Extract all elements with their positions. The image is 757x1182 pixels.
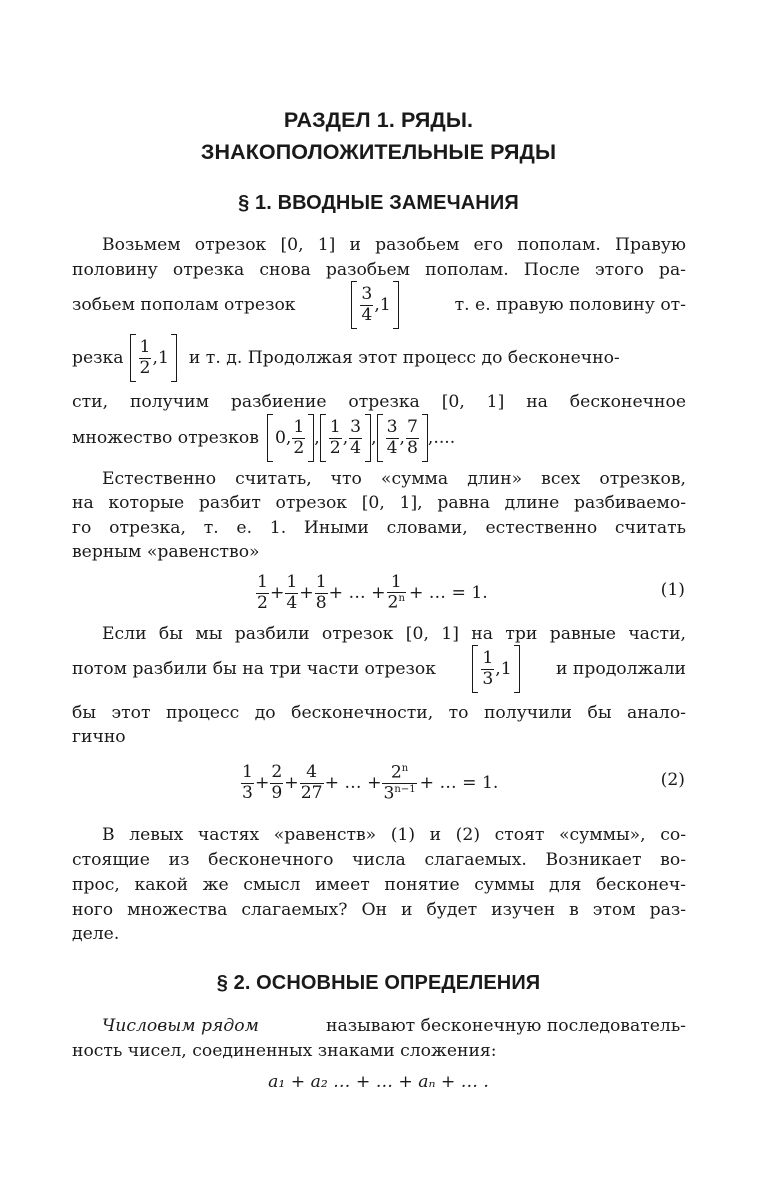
section-1-title: § 1. ВВОДНЫЕ ЗАМЕЧАНИЯ [238, 192, 519, 214]
term-italic: Числовым рядом [102, 1016, 259, 1036]
math-interval: 3 4 , 7 8 [377, 414, 428, 462]
paragraph-line: стоящие из бесконечного числа слагаемых. Возникает во- [72, 850, 686, 870]
equation-number: (2) [660, 770, 685, 790]
paragraph-line: половину отрезка снова разобьем пополам. После этого ра- [72, 260, 686, 280]
paragraph-line: гично [72, 727, 126, 747]
text: т. е. правую половину от- [454, 295, 686, 315]
text: потом разбили бы на три части отрезок [72, 659, 437, 679]
paragraph-line: верным «равенство» [72, 542, 260, 562]
paragraph-line: бы этот процесс до бесконечности, то получили бы анало- [72, 703, 686, 723]
paragraph-line: ность чисел, соединенных знаками сложения: [72, 1041, 497, 1061]
equation-1: 1 2 + 1 4 + 1 8 + … + 1 2$^n$ + … = 1. (1) [257, 571, 685, 613]
text: и продолжали [555, 659, 686, 679]
equation-2: 1 3 + 2 9 + 4 27 + … + $2^n$ $3^{n-1}$ + … = 1. (2) [242, 762, 685, 804]
series-formula: a₁ + a₂ … + … + aₙ + … . [268, 1072, 489, 1092]
math-interval: 1 2 ,1 [130, 334, 177, 382]
math-interval: 0, 1 2 [267, 414, 314, 462]
paragraph-line: Естественно считать, что «сумма длин» всех отрезков, [102, 469, 686, 489]
paragraph-line: на которые разбит отрезок [0, 1], равна длине разбиваемо- [72, 493, 686, 513]
paragraph-line: прос, какой же смысл имеет понятие суммы для бесконеч- [72, 875, 686, 895]
math-interval: 1 3 ,1 [472, 645, 519, 693]
math-interval: 1 2 , 3 4 [320, 414, 371, 462]
paragraph-line: множество отрезков 0, 1 2 , 1 2 , 3 4 , 3 4 , 7 8 ,.... [72, 413, 686, 463]
equation-tail: + … = 1. [419, 773, 499, 793]
equation-tail: + … = 1. [408, 583, 488, 603]
main-heading-line-1: РАЗДЕЛ 1. РЯДЫ. [283, 108, 474, 132]
math-interval: 3 4 ,1 [351, 281, 398, 329]
paragraph-line [72, 644, 686, 694]
section-2-title: § 2. ОСНОВНЫЕ ОПРЕДЕЛЕНИЯ [216, 972, 541, 994]
paragraph-line: В левых частях «равенств» (1) и (2) стоят «суммы», со- [102, 825, 686, 845]
text: зобьем пополам отрезок [72, 295, 296, 315]
paragraph-line [72, 280, 686, 330]
paragraph-line [72, 1014, 686, 1038]
paragraph-line: го отрезка, т. е. 1. Иными словами, естественно считать [72, 518, 686, 538]
paragraph-line: деле. [72, 924, 120, 944]
text: и т. д. Продолжая этот процесс до бесконечно- [188, 348, 620, 368]
paragraph-line: Если бы мы разбили отрезок [0, 1] на три равные части, [102, 624, 686, 644]
text: резка [72, 348, 124, 368]
paragraph-line: Возьмем отрезок [0, 1] и разобьем его пополам. Правую [102, 235, 686, 255]
paragraph-line: ного множества слагаемых? Он и будет изучен в этом раз- [72, 900, 686, 920]
equation-number: (1) [660, 580, 685, 600]
paragraph-line [72, 333, 686, 383]
text: множество отрезков [72, 428, 259, 448]
paragraph-line: сти, получим разбиение отрезка [0, 1] на бесконечное [72, 392, 686, 412]
text: ,.... [427, 428, 456, 448]
main-heading-line-2: ЗНАКОПОЛОЖИТЕЛЬНЫЕ РЯДЫ [200, 140, 557, 164]
text: называют бесконечную последователь- [326, 1016, 686, 1036]
